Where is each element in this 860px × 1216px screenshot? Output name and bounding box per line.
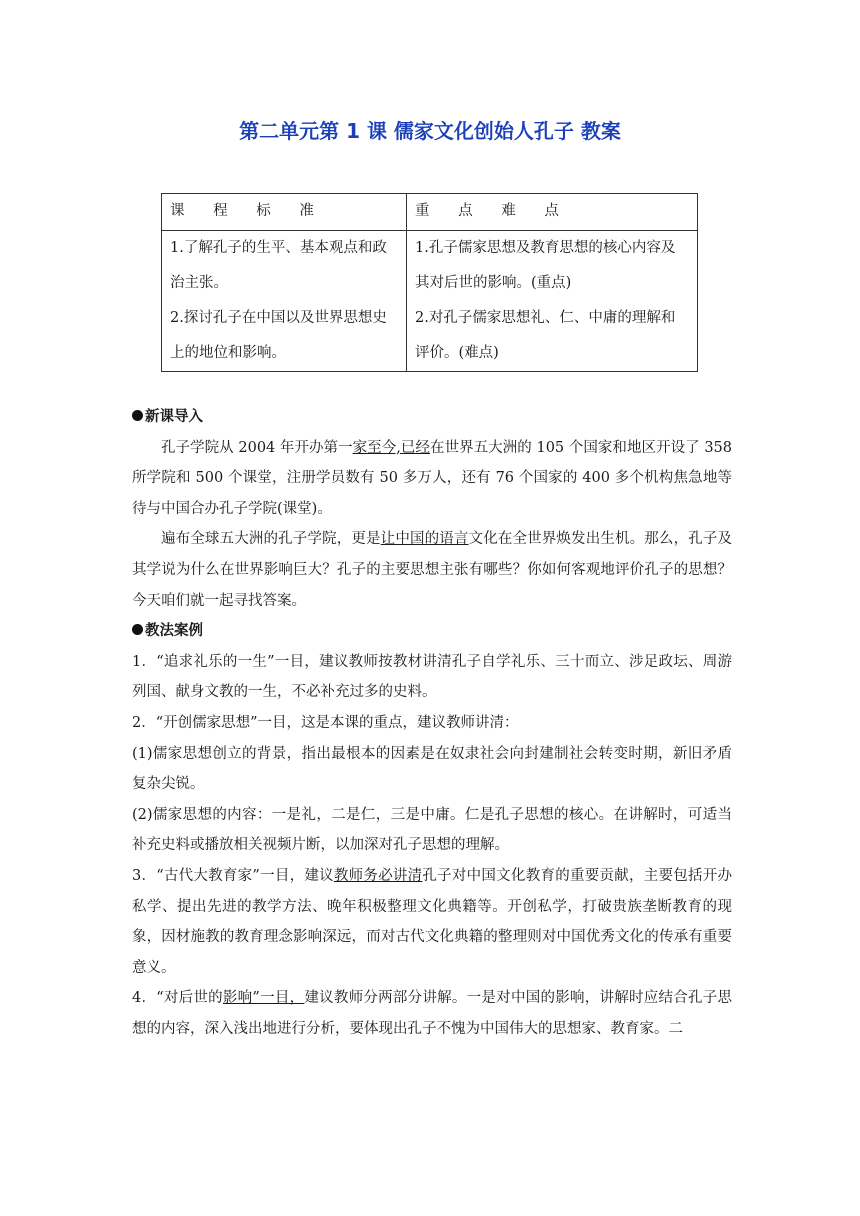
text-span: 孔子对中国文化教育的重要贡献，主要包括开办私学、提出先进的教学方法、晚年积极整理文化典籍等。开创私学，打破贵族垄断教育的现象，因材施教的教育理念影响深远，而对古代文化典籍的整理则对中国优秀文化的传承有重要意义。 [132, 867, 732, 976]
header-curriculum-standard: 课 程 标 准 [162, 194, 407, 231]
text-span: 4．“对后世的 [132, 990, 223, 1007]
standard-item: 2.探讨孔子在中国以及世界思想史上的地位和影响。 [170, 310, 387, 361]
bullet-dot-icon [132, 410, 143, 421]
bullet-dot-icon [132, 624, 143, 635]
text-span: 文化在全世界焕发出生机。那么，孔子及其学说为什么在世界影响巨大？孔子的主要思想主张有哪些？你如何客观地评价孔子的思想？今天咱们就一起寻找答案。 [132, 531, 733, 609]
underlined-text: 家至今,已经 [352, 439, 431, 456]
text-span: 3．“古代大教育家”一目，建议 [132, 867, 334, 884]
section-heading-methods [132, 616, 732, 647]
method-subitem: (1)儒家思想创立的背景，指出最根本的因素是在奴隶社会向封建制社会转变时期，新旧矛盾复杂尖锐。 [132, 745, 732, 793]
table-row [162, 231, 698, 372]
text-span: 建议教师分两部分讲解。一是对中国的影响，讲解时应结合孔子思想的内容，深入浅出地进行分析，要体现出孔子不愧为中国伟大的思想家、教育家。二 [132, 990, 733, 1037]
section-heading-text: 新课导入 [145, 409, 203, 425]
document-body [132, 402, 732, 1044]
method-item [132, 861, 732, 983]
standard-item: 1.了解孔子的生平、基本观点和政治主张。 [170, 240, 387, 291]
text-span: 孔子学院从 2004 年开办第一 [161, 439, 353, 456]
key-point-item: 2.对孔子儒家思想礼、仁、中庸的理解和评价。(难点) [415, 310, 676, 361]
method-subitem: (2)儒家思想的内容：一是礼，二是仁，三是中庸。仁是孔子思想的核心。在讲解时，可适当补充史料或播放相关视频片断，以加深对孔子思想的理解。 [132, 806, 732, 854]
curriculum-standard-cell [162, 231, 407, 372]
text-span: 遍布全球五大洲的孔子学院，更是 [161, 531, 381, 548]
table-header-row [162, 194, 698, 231]
page-title: 第二单元第 1 课 儒家文化创始人孔子 教案 [239, 119, 621, 143]
standards-table [161, 193, 698, 372]
intro-paragraph [132, 524, 732, 616]
underlined-text: 让中国的语言 [380, 531, 469, 548]
method-item: 1．“追求礼乐的一生”一目，建议教师按教材讲清孔子自学礼乐、三十而立、涉足政坛、周游列国、献身文教的一生，不必补充过多的史料。 [132, 653, 732, 701]
key-points-cell [407, 231, 698, 372]
text-span: 在世界五大洲的 105 个国家和地区开设了 358 所学院和 500 个课堂，注册学员数有 50 多万人，还有 76 个国家的 400 多个机构焦急地等待与中国合办孔子学院(课堂)。 [132, 439, 733, 517]
section-heading-intro [132, 402, 732, 433]
method-item [132, 983, 732, 1044]
section-heading-text: 教法案例 [145, 623, 203, 640]
intro-paragraph [132, 433, 732, 525]
underlined-text: 影响”一目， [222, 990, 305, 1007]
header-key-points: 重 点 难 点 [407, 194, 698, 231]
underlined-text: 教师务必讲清 [333, 867, 423, 884]
method-item: 2．“开创儒家思想”一目，这是本课的重点，建议教师讲清： [132, 714, 519, 731]
key-point-item: 1.孔子儒家思想及教育思想的核心内容及其对后世的影响。(重点) [415, 240, 676, 291]
